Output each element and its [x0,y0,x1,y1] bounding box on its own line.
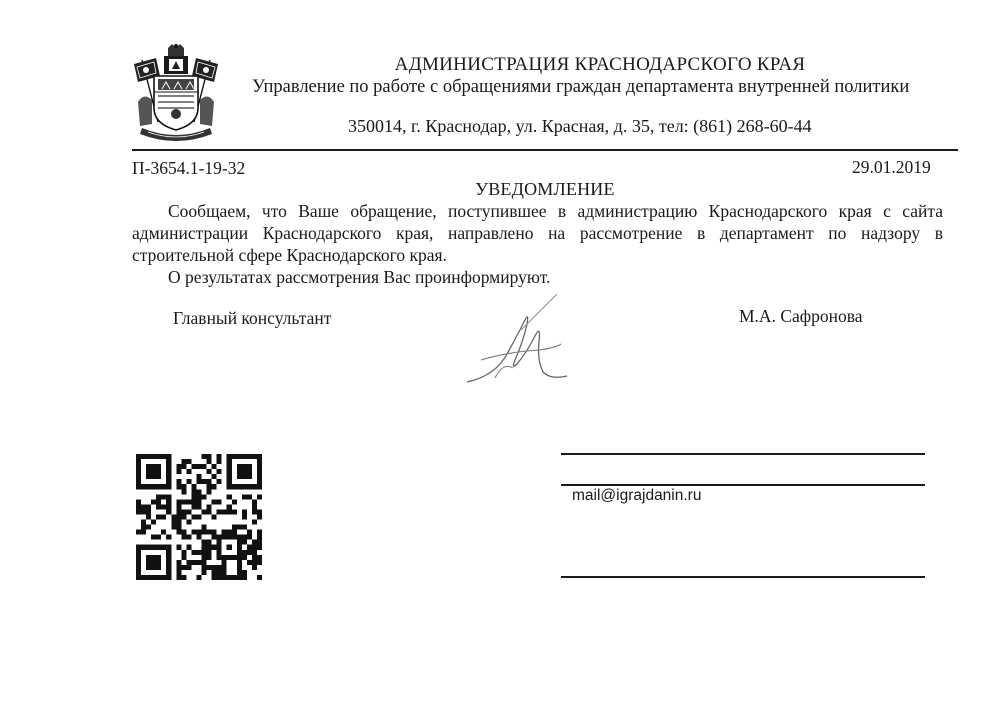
organization-name: АДМИНИСТРАЦИЯ КРАСНОДАРСКОГО КРАЯ [394,54,806,75]
handwritten-signature [455,290,595,390]
reference-number: П-3654.1-19-32 [132,158,246,178]
recipient-line [561,453,925,455]
signer-name: М.А. Сафронова [739,306,863,326]
body-paragraph: Сообщаем, что Ваше обращение, поступившее в администрацию Краснодарского края с сайта администрации Краснодарского края, направлено на рассмотрение в департамент по надзору в строительной сфере Краснодарского края. [132,201,943,265]
document-title: УВЕДОМЛЕНИЕ [475,179,615,199]
organization-address: 350014, г. Краснодар, ул. Красная, д. 35, тел: (861) 268-60-44 [348,116,812,136]
header-divider [132,149,958,151]
signer-position: Главный консультант [173,308,332,328]
document-body [132,200,943,288]
qr-code-icon [136,454,262,580]
document-date: 29.01.2019 [852,157,931,177]
recipient-line [561,484,925,486]
department-name: Управление по работе с обращениями граждан департамента внутренней политики [252,77,910,97]
coat-of-arms-icon [128,42,224,146]
recipient-email: mail@igrajdanin.ru [572,487,702,504]
body-paragraph: О результатах рассмотрения Вас проинформируют. [168,267,551,287]
recipient-line [561,576,925,578]
